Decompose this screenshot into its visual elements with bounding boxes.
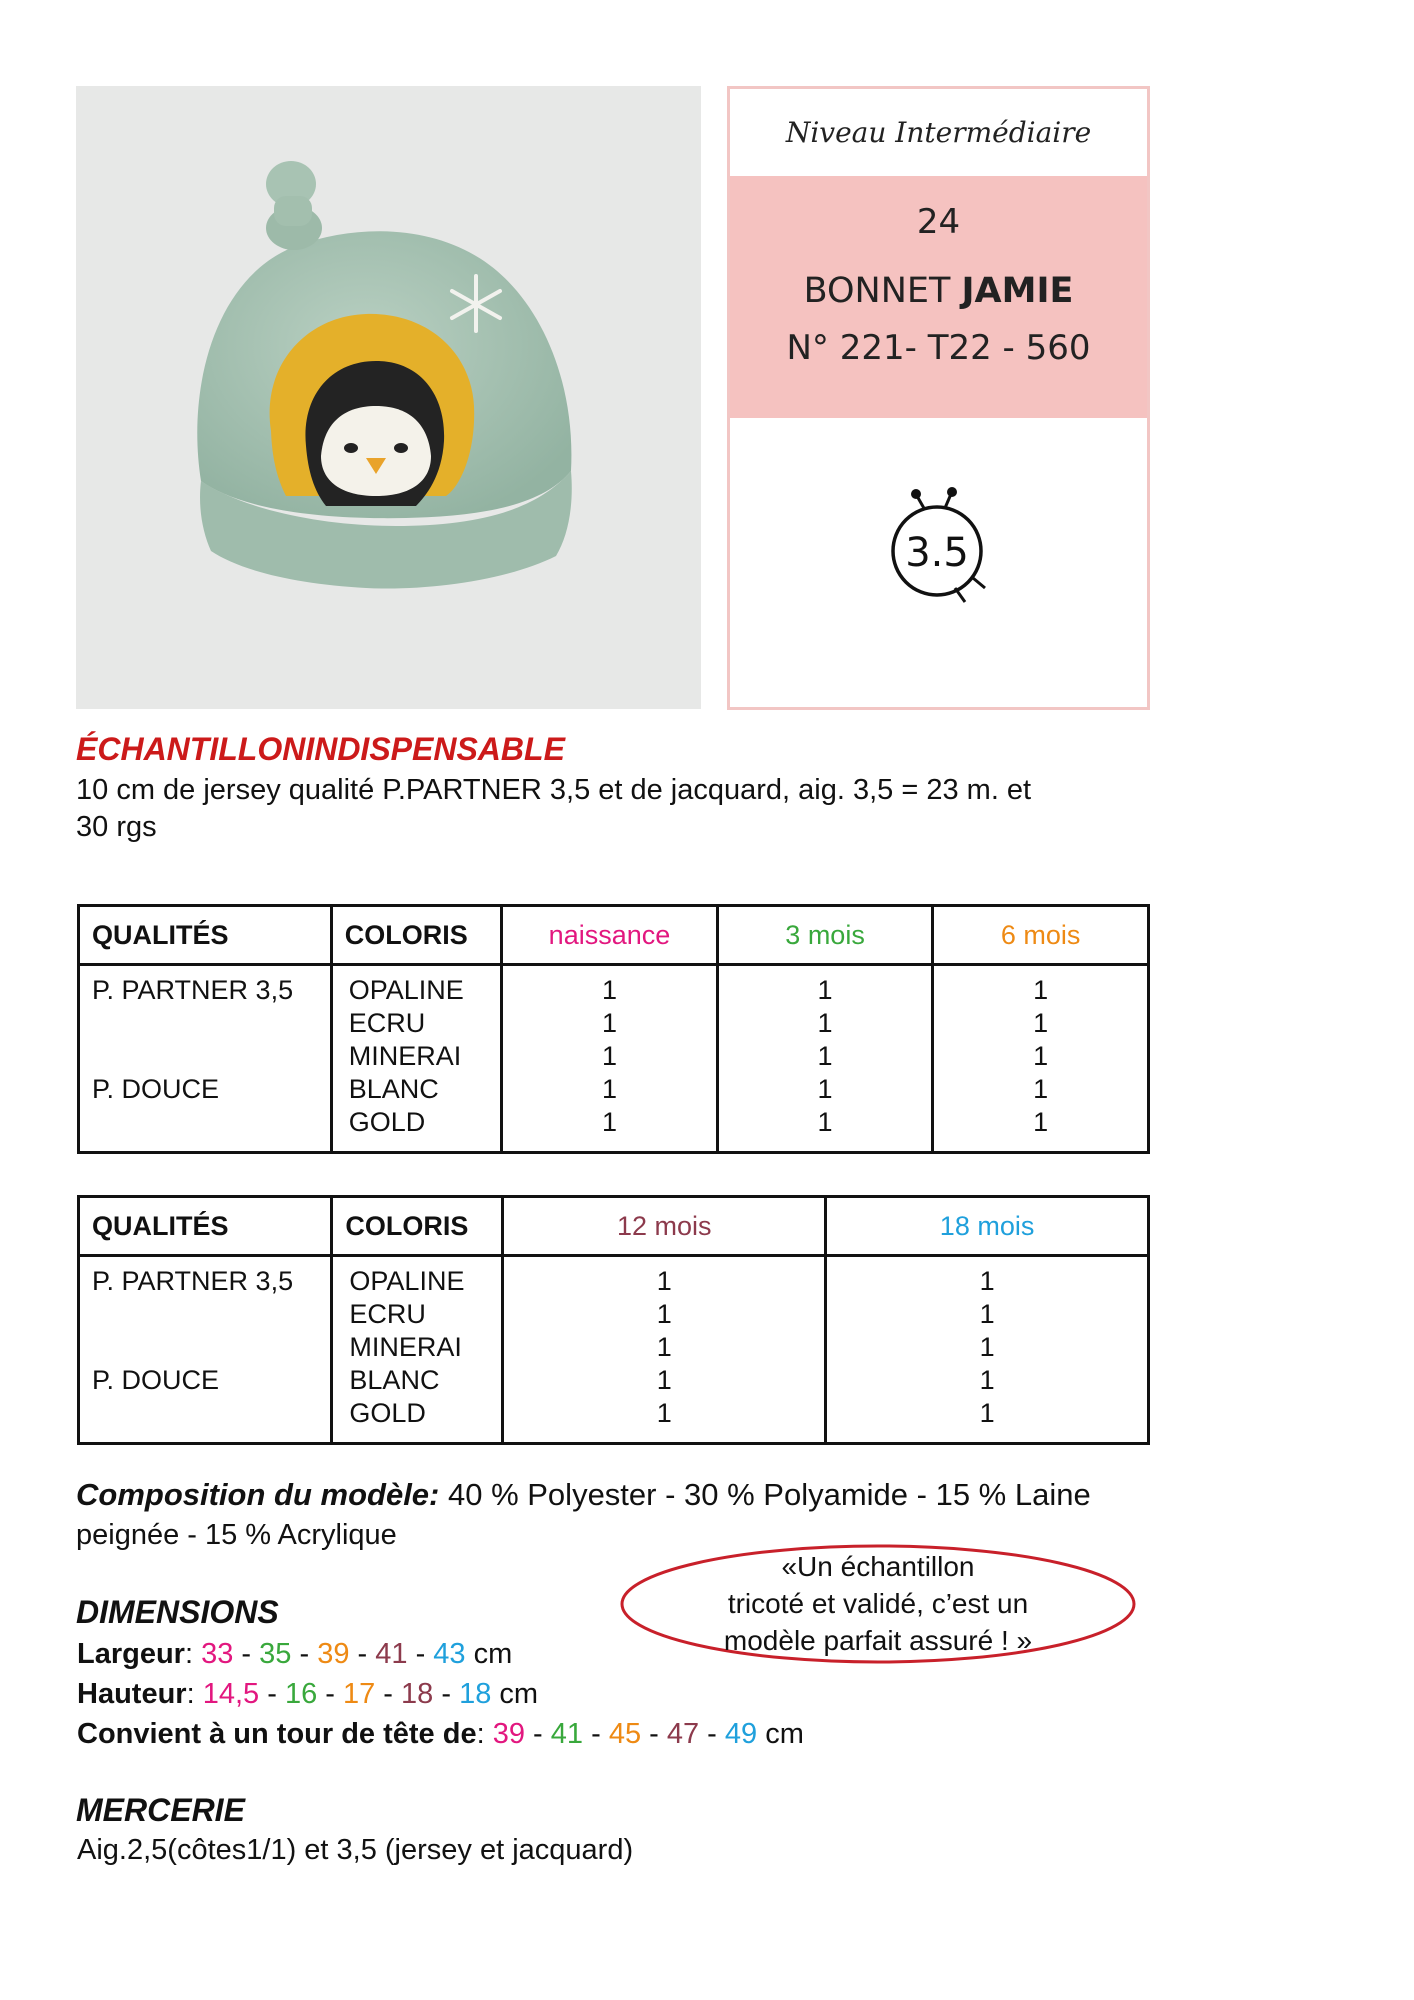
value: 1: [817, 1074, 833, 1104]
dimensions-list: [77, 1634, 804, 1754]
header-size-3-mois: 3 mois: [717, 906, 933, 965]
values-18-mois: [826, 1256, 1149, 1444]
table-header-row: [79, 1197, 1149, 1256]
size-value: 14,5: [202, 1678, 260, 1710]
header-size-18-mois: 18 mois: [826, 1197, 1149, 1256]
product-photo: [76, 86, 701, 709]
needle-size-label: 3.5: [905, 530, 969, 576]
quality-item: [92, 1298, 330, 1331]
separator: -: [641, 1718, 667, 1750]
quality-item: [92, 1397, 330, 1430]
value: 1: [656, 1398, 672, 1428]
quality-item: [92, 1040, 330, 1073]
size-value: 43: [433, 1638, 466, 1670]
largeur-label: Largeur: [77, 1638, 185, 1670]
value: 1: [656, 1365, 672, 1395]
size-value: 39: [317, 1638, 350, 1670]
header-qualites: QUALITÉS: [79, 906, 332, 965]
quote-line: tricoté et validé, c’est un: [727, 1588, 1029, 1619]
sample-heading: ÉCHANTILLONINDISPENSABLE: [76, 731, 565, 767]
size-value: 18: [401, 1678, 434, 1710]
dimension-hauteur: [77, 1674, 804, 1714]
value: 1: [656, 1266, 672, 1296]
unit: cm: [499, 1678, 539, 1710]
header-size-12-mois: 12 mois: [503, 1197, 826, 1256]
value: 1: [601, 1041, 617, 1071]
qualities-cell: [79, 1256, 332, 1444]
value: 1: [817, 1008, 833, 1038]
value: 1: [1033, 1074, 1049, 1104]
separator: -: [375, 1678, 402, 1710]
sample-line-2: 30 rgs: [76, 811, 157, 843]
quote-line: modèle parfait assuré ! »: [723, 1625, 1033, 1656]
table-row: [79, 965, 1149, 1153]
tour-label: Convient à un tour de tête de: [77, 1718, 477, 1750]
pattern-title-prefix: BONNET: [803, 271, 962, 311]
size-value: 35: [259, 1638, 292, 1670]
separator: -: [233, 1638, 260, 1670]
value: 1: [817, 975, 833, 1005]
dimensions-heading: DIMENSIONS: [76, 1594, 279, 1630]
yarn-table-2: [77, 1195, 1150, 1445]
separator: -: [259, 1678, 285, 1710]
value: 1: [817, 1107, 833, 1137]
size-value: 33: [201, 1638, 234, 1670]
dimension-largeur: [77, 1634, 804, 1674]
color-item: OPALINE: [348, 975, 464, 1005]
composition-text-1: 40 % Polyester - 30 % Polyamide - 15 % Laine: [439, 1477, 1091, 1512]
value: 1: [601, 1008, 617, 1038]
mercerie-text: Aig.2,5(côtes1/1) et 3,5 (jersey et jacquard): [77, 1834, 634, 1866]
quality-item: P. PARTNER 3,5: [92, 975, 294, 1005]
colon: :: [186, 1678, 203, 1710]
quality-item: [92, 1007, 330, 1040]
quality-item: P. DOUCE: [92, 1074, 220, 1104]
pattern-info-box: [727, 86, 1150, 710]
pattern-title-name: JAMIE: [961, 271, 1074, 311]
header-size-6-mois: 6 mois: [933, 906, 1149, 965]
size-value: 41: [375, 1638, 408, 1670]
separator: -: [291, 1638, 318, 1670]
pattern-title: [730, 271, 1147, 311]
composition-label: Composition du modèle:: [76, 1477, 440, 1512]
values-12-mois: [503, 1256, 826, 1444]
unit: cm: [765, 1718, 804, 1750]
separator: -: [583, 1718, 609, 1750]
separator: -: [524, 1718, 551, 1750]
values-3-mois: [717, 965, 933, 1153]
quality-item: P. PARTNER 3,5: [92, 1266, 294, 1296]
value: 1: [979, 1299, 995, 1329]
value: 1: [656, 1299, 672, 1329]
color-item: BLANC: [349, 1365, 440, 1395]
size-value: 45: [608, 1718, 642, 1750]
color-item: MINERAI: [349, 1332, 462, 1362]
header-size-naissance: naissance: [502, 906, 718, 965]
value: 1: [601, 975, 617, 1005]
colors-cell: [332, 1256, 503, 1444]
colon: :: [476, 1718, 493, 1750]
sample-text: [76, 772, 1176, 846]
value: 1: [1033, 975, 1049, 1005]
quote-line: «Un échantillon: [781, 1551, 975, 1582]
separator: -: [433, 1678, 460, 1710]
value: 1: [979, 1332, 995, 1362]
separator: -: [349, 1638, 376, 1670]
value: 1: [817, 1041, 833, 1071]
value: 1: [601, 1074, 617, 1104]
value: 1: [1033, 1008, 1049, 1038]
color-item: ECRU: [348, 1008, 426, 1038]
color-item: GOLD: [348, 1107, 426, 1137]
difficulty-level: Niveau Intermédiaire: [785, 115, 1092, 149]
pattern-reference: N° 221- T22 - 560: [786, 328, 1091, 368]
sample-line-1: 10 cm de jersey qualité P.PARTNER 3,5 et de jacquard, aig. 3,5 = 23 m. et: [76, 774, 1032, 806]
quality-item: [92, 1331, 330, 1364]
separator: -: [699, 1718, 725, 1750]
beanie-illustration: [76, 86, 701, 709]
size-value: 39: [492, 1718, 525, 1750]
separator: -: [317, 1678, 343, 1710]
value: 1: [601, 1107, 617, 1137]
values-naissance: [502, 965, 718, 1153]
size-value: 49: [724, 1718, 758, 1750]
header-coloris: COLORIS: [331, 906, 501, 965]
header-coloris: COLORIS: [332, 1197, 503, 1256]
quality-item: P. DOUCE: [92, 1365, 220, 1395]
hauteur-label: Hauteur: [77, 1678, 187, 1710]
yarn-table-1: [77, 904, 1150, 1154]
table-row: [79, 1256, 1149, 1444]
color-item: BLANC: [348, 1074, 439, 1104]
values-6-mois: [933, 965, 1149, 1153]
colors-cell: [331, 965, 501, 1153]
qualities-cell: [79, 965, 332, 1153]
header-qualites: QUALITÉS: [79, 1197, 332, 1256]
quality-item: [92, 1106, 330, 1139]
color-item: MINERAI: [348, 1041, 462, 1071]
value: 1: [979, 1398, 995, 1428]
size-value: 41: [550, 1718, 584, 1750]
size-value: 18: [459, 1678, 492, 1710]
value: 1: [979, 1365, 995, 1395]
value: 1: [1033, 1107, 1049, 1137]
table-header-row: [79, 906, 1149, 965]
unit: cm: [473, 1638, 513, 1670]
color-item: OPALINE: [349, 1266, 465, 1296]
mercerie-heading: MERCERIE: [76, 1792, 245, 1828]
size-value: 16: [284, 1678, 318, 1710]
color-item: ECRU: [349, 1299, 426, 1329]
value: 1: [1033, 1041, 1049, 1071]
colon: :: [184, 1638, 202, 1670]
needle-size-icon: [885, 486, 995, 610]
value: 1: [979, 1266, 995, 1296]
size-value: 17: [342, 1678, 376, 1710]
color-item: GOLD: [349, 1398, 426, 1428]
value: 1: [656, 1332, 672, 1362]
composition-text-2: peignée - 15 % Acrylique: [76, 1519, 397, 1551]
pattern-number: 24: [916, 202, 961, 242]
dimension-tour-de-tete: [77, 1714, 804, 1754]
separator: -: [407, 1638, 434, 1670]
title-band: [730, 176, 1147, 418]
size-value: 47: [666, 1718, 700, 1750]
